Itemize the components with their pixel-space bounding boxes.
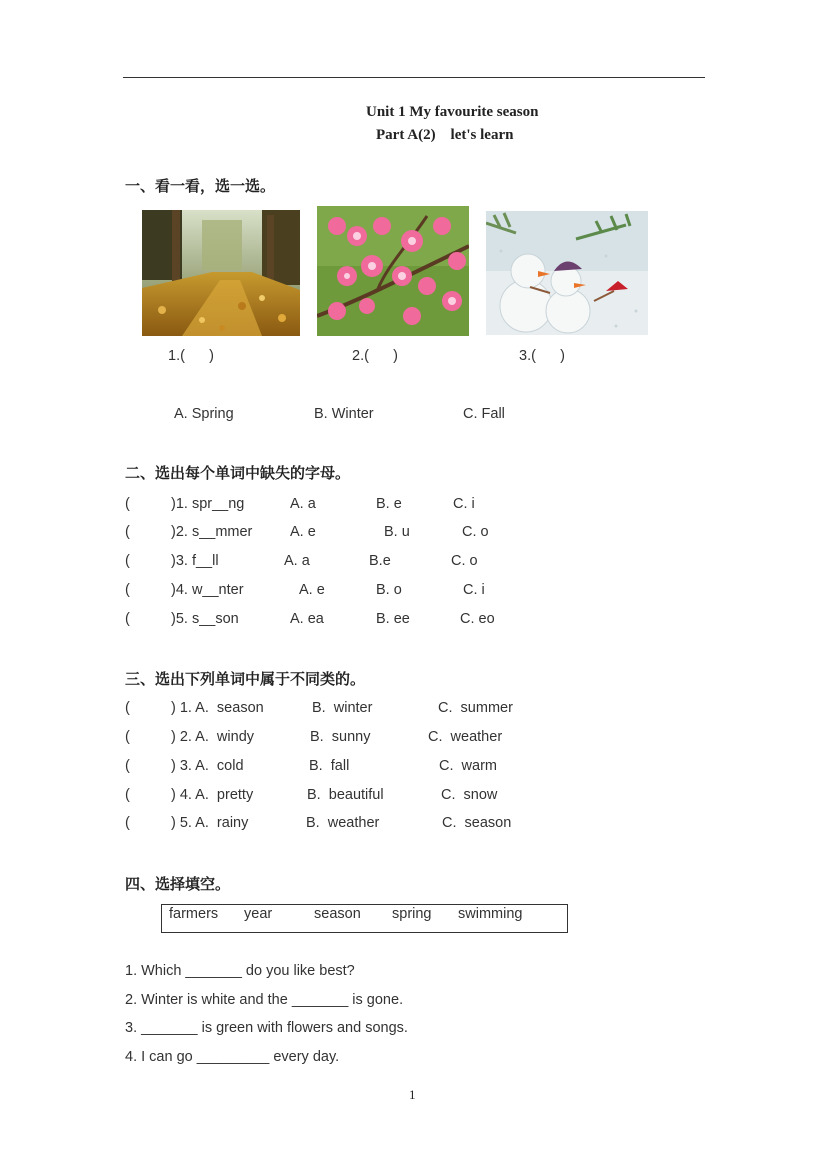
answer-paren[interactable]: ( bbox=[125, 611, 130, 627]
choice-a: A. e bbox=[299, 582, 325, 598]
fill-sentence[interactable]: 4. I can go _________ every day. bbox=[125, 1049, 340, 1065]
answer-paren[interactable]: ( bbox=[125, 553, 130, 569]
choice-b: B. sunny bbox=[310, 729, 371, 745]
choice-c: C. i bbox=[453, 496, 475, 512]
choice-b: B. beautiful bbox=[307, 787, 384, 803]
word-bank-word: farmers bbox=[169, 906, 219, 922]
choice-b: B. u bbox=[384, 524, 410, 540]
answer-paren[interactable]: ( bbox=[125, 758, 130, 774]
choice-c: C. o bbox=[462, 524, 489, 540]
question-text: ) 2. A. windy bbox=[171, 729, 255, 745]
choice-c: C. warm bbox=[439, 758, 497, 774]
answer-paren[interactable]: ( bbox=[125, 787, 130, 803]
choice-b: B. fall bbox=[309, 758, 350, 774]
word-bank-word: year bbox=[244, 906, 273, 922]
option-a: A. Spring bbox=[174, 406, 234, 422]
question-text: ) 3. A. cold bbox=[171, 758, 244, 774]
picture-1-answer[interactable]: 1.( ) bbox=[168, 348, 214, 364]
page-number: 1 bbox=[409, 1087, 416, 1102]
question-text: ) 1. A. season bbox=[171, 700, 264, 716]
fill-sentence[interactable]: 3. _______ is green with flowers and songs. bbox=[125, 1020, 408, 1036]
question-text: )4. w__nter bbox=[171, 582, 244, 598]
answer-paren[interactable]: ( bbox=[125, 496, 130, 512]
worksheet-subtitle: Part A(2) let's learn bbox=[376, 127, 514, 143]
choice-c: C. weather bbox=[428, 729, 503, 745]
pink-blossoms-image bbox=[317, 206, 469, 336]
question-text: )2. s__mmer bbox=[171, 524, 253, 540]
word-bank-word: season bbox=[314, 906, 361, 922]
option-b: B. Winter bbox=[314, 406, 374, 422]
choice-b: B. weather bbox=[306, 815, 380, 831]
answer-paren[interactable]: ( bbox=[125, 700, 130, 716]
choice-a: A. e bbox=[290, 524, 316, 540]
choice-c: C. eo bbox=[460, 611, 495, 627]
worksheet-title: Unit 1 My favourite season bbox=[366, 104, 539, 120]
choice-c: C. i bbox=[463, 582, 485, 598]
section-3-heading: 三、选出下列单词中属于不同类的。 bbox=[125, 670, 366, 688]
section-2-heading: 二、选出每个单词中缺失的字母。 bbox=[125, 464, 351, 482]
choice-c: C. season bbox=[442, 815, 512, 831]
question-text: ) 5. A. rainy bbox=[171, 815, 249, 831]
choice-c: C. o bbox=[451, 553, 478, 569]
fill-sentence[interactable]: 1. Which _______ do you like best? bbox=[125, 963, 355, 979]
choice-b: B. o bbox=[376, 582, 402, 598]
choice-c: C. snow bbox=[441, 787, 498, 803]
question-text: )3. f__ll bbox=[171, 553, 219, 569]
question-text: )5. s__son bbox=[171, 611, 239, 627]
autumn-leaves-path-image bbox=[142, 210, 300, 336]
answer-paren[interactable]: ( bbox=[125, 582, 130, 598]
choice-a: A. a bbox=[290, 496, 316, 512]
question-text: ) 4. A. pretty bbox=[171, 787, 254, 803]
choice-b: B.e bbox=[369, 553, 391, 569]
section-1-heading: 一、看一看，选一选。 bbox=[125, 177, 276, 195]
answer-paren[interactable]: ( bbox=[125, 815, 130, 831]
snowman-winter-image bbox=[486, 211, 648, 335]
choice-b: B. winter bbox=[312, 700, 373, 716]
choice-b: B. ee bbox=[376, 611, 410, 627]
choice-b: B. e bbox=[376, 496, 402, 512]
word-bank-word: spring bbox=[392, 906, 432, 922]
header-rule bbox=[123, 77, 705, 78]
answer-paren[interactable]: ( bbox=[125, 729, 130, 745]
choice-a: A. a bbox=[284, 553, 310, 569]
option-c: C. Fall bbox=[463, 406, 505, 422]
choice-a: A. ea bbox=[290, 611, 324, 627]
choice-c: C. summer bbox=[438, 700, 513, 716]
picture-2-answer[interactable]: 2.( ) bbox=[352, 348, 398, 364]
section-4-heading: 四、选择填空。 bbox=[125, 875, 231, 893]
fill-sentence[interactable]: 2. Winter is white and the _______ is gone. bbox=[125, 992, 404, 1008]
picture-3-answer[interactable]: 3.( ) bbox=[519, 348, 565, 364]
question-text: )1. spr__ng bbox=[171, 496, 245, 512]
word-bank-word: swimming bbox=[458, 906, 523, 922]
answer-paren[interactable]: ( bbox=[125, 524, 130, 540]
